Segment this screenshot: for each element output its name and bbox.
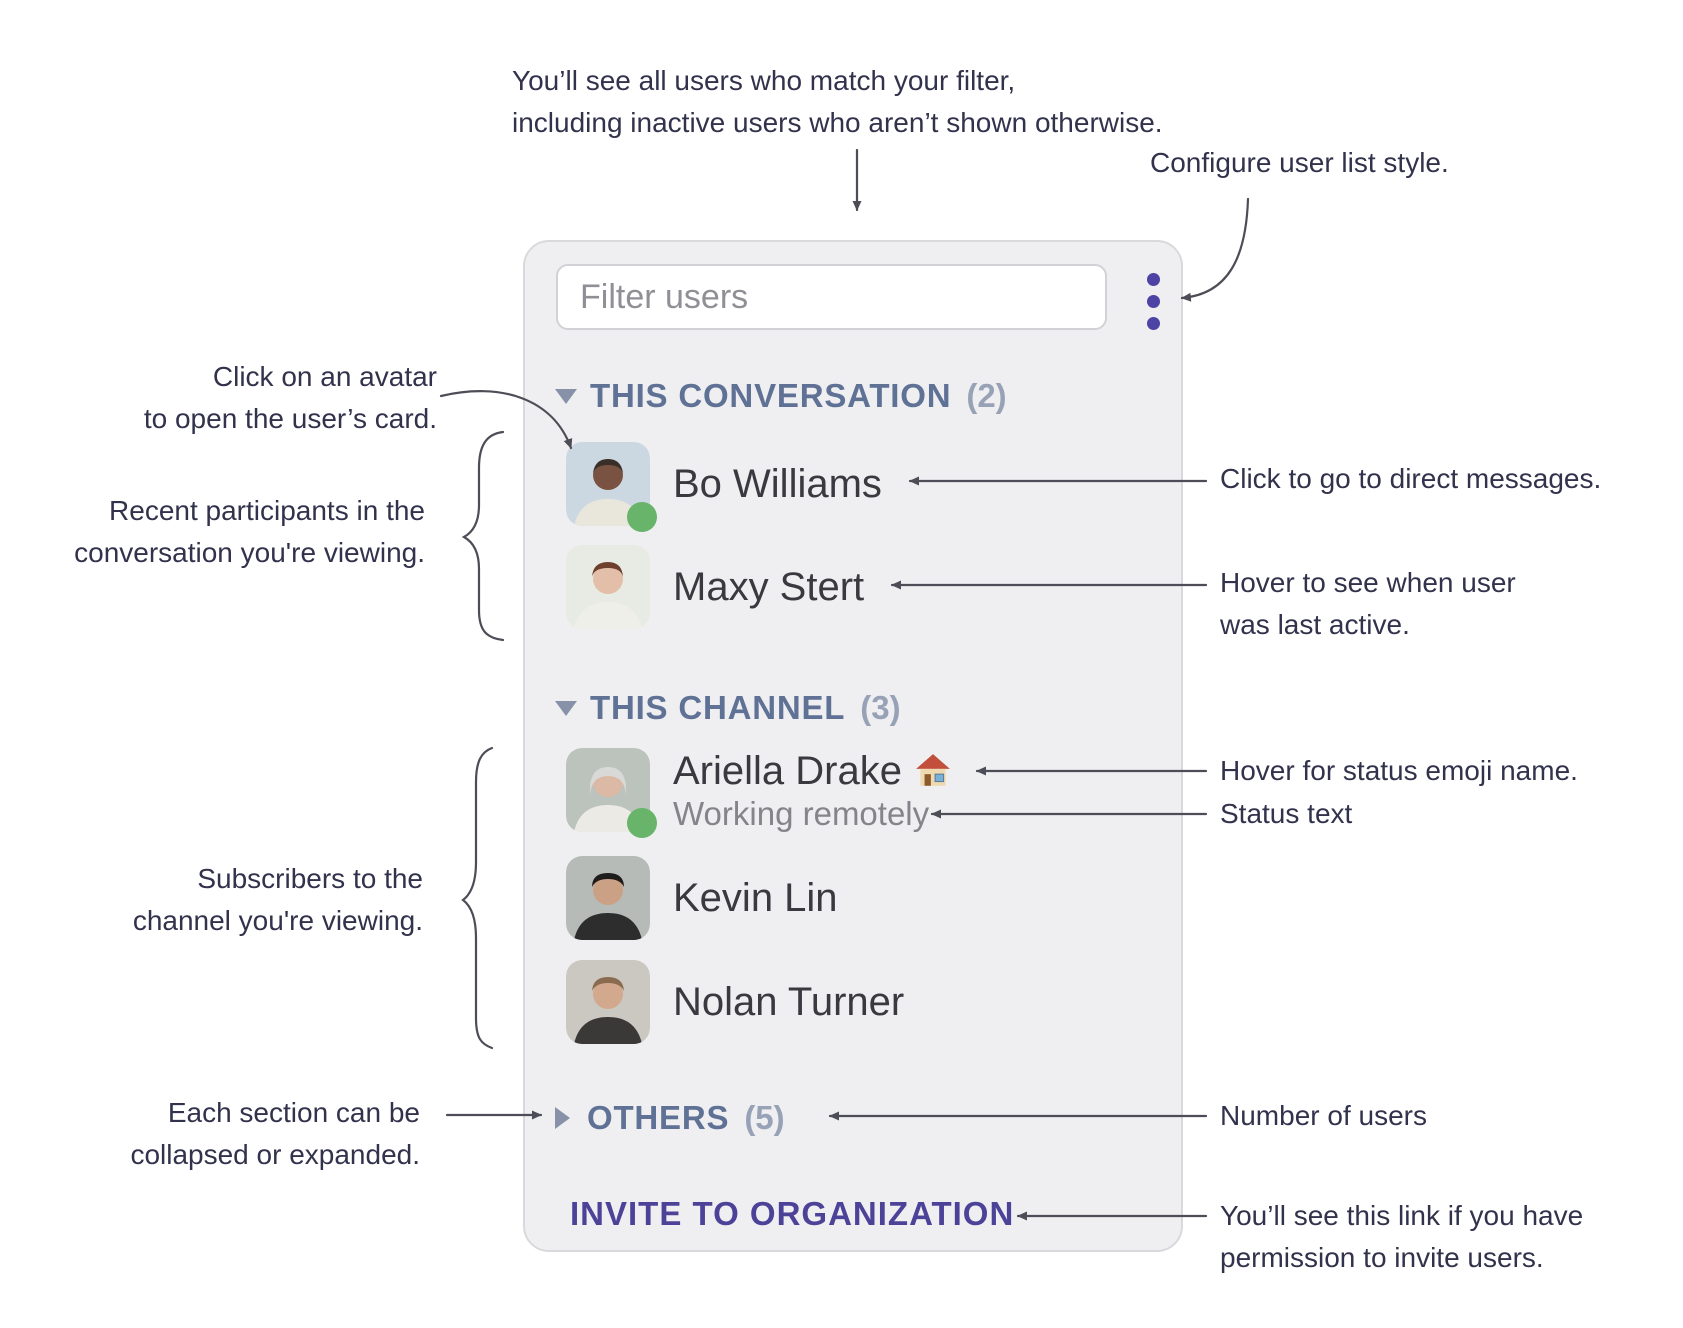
- user-row[interactable]: [566, 960, 904, 1044]
- avatar-image: [566, 856, 650, 940]
- user-row[interactable]: [566, 748, 952, 834]
- section-count: (5): [744, 1099, 785, 1136]
- chevron-down-icon[interactable]: [555, 701, 577, 716]
- chevron-right-icon[interactable]: [555, 1107, 570, 1129]
- brace-channel: [463, 748, 492, 1048]
- presence-active-icon: [627, 808, 657, 838]
- kebab-dot: [1147, 273, 1160, 286]
- user-row[interactable]: [566, 442, 882, 526]
- annotation-invite-note: You’ll see this link if you have permission to invite users.: [1220, 1200, 1584, 1273]
- avatar[interactable]: [566, 856, 650, 940]
- presence-active-icon: [627, 502, 657, 532]
- user-name[interactable]: Kevin Lin: [673, 875, 838, 920]
- avatar[interactable]: [566, 545, 650, 629]
- annotation-status-note: Status text: [1220, 798, 1353, 829]
- annotation-avatar-note: Click on an avatar to open the user’s card.: [143, 361, 437, 434]
- user-status-text: Working remotely: [673, 795, 930, 832]
- house-status-emoji-icon[interactable]: [914, 752, 952, 790]
- invite-to-organization-link[interactable]: INVITE TO ORGANIZATION: [570, 1195, 1015, 1232]
- user-name[interactable]: Ariella Drake: [673, 748, 902, 793]
- avatar-image: [566, 960, 650, 1044]
- section-label: THIS CHANNEL: [590, 689, 846, 726]
- kebab-dot: [1147, 295, 1160, 308]
- avatar-image: [566, 545, 650, 629]
- annotation-filter-note: You’ll see all users who match your filter, including inactive users who aren’t shown otherwise.: [512, 65, 1163, 138]
- chevron-down-icon[interactable]: [555, 389, 577, 404]
- section-header-this-conversation[interactable]: [555, 375, 1007, 417]
- user-name[interactable]: Bo Williams: [673, 461, 882, 506]
- section-count: (2): [966, 377, 1007, 414]
- annotation-collapse-note: Each section can be collapsed or expanded.: [130, 1097, 420, 1170]
- user-row[interactable]: [566, 545, 864, 629]
- user-row[interactable]: [566, 856, 838, 940]
- kebab-dot: [1147, 317, 1160, 330]
- annotation-participants-note: Recent participants in the conversation you're viewing.: [74, 495, 425, 568]
- section-label: OTHERS: [587, 1099, 730, 1136]
- kebab-menu-icon[interactable]: [1131, 270, 1175, 332]
- user-name[interactable]: Nolan Turner: [673, 979, 905, 1024]
- avatar[interactable]: [566, 442, 650, 526]
- user-name[interactable]: Maxy Stert: [673, 564, 865, 609]
- avatar[interactable]: [566, 748, 650, 832]
- annotation-subscribers-note: Subscribers to the channel you're viewing.: [132, 863, 423, 936]
- annotation-dm-note: Click to go to direct messages.: [1220, 463, 1602, 494]
- connector-configure-arrow: [1182, 199, 1248, 298]
- brace-conversation: [464, 432, 503, 640]
- section-header-this-channel[interactable]: [555, 687, 901, 729]
- annotation-count-note: Number of users: [1220, 1100, 1427, 1131]
- annotation-configure-note: Configure user list style.: [1150, 147, 1449, 178]
- section-count: (3): [860, 689, 901, 726]
- section-header-others[interactable]: [555, 1097, 785, 1139]
- filter-users-input[interactable]: [556, 264, 1107, 330]
- section-label: THIS CONVERSATION: [590, 377, 952, 414]
- user-list-panel: [523, 240, 1183, 1252]
- annotation-emoji-note: Hover for status emoji name.: [1220, 755, 1578, 786]
- avatar[interactable]: [566, 960, 650, 1044]
- annotation-last-active-note: Hover to see when user was last active.: [1220, 567, 1516, 640]
